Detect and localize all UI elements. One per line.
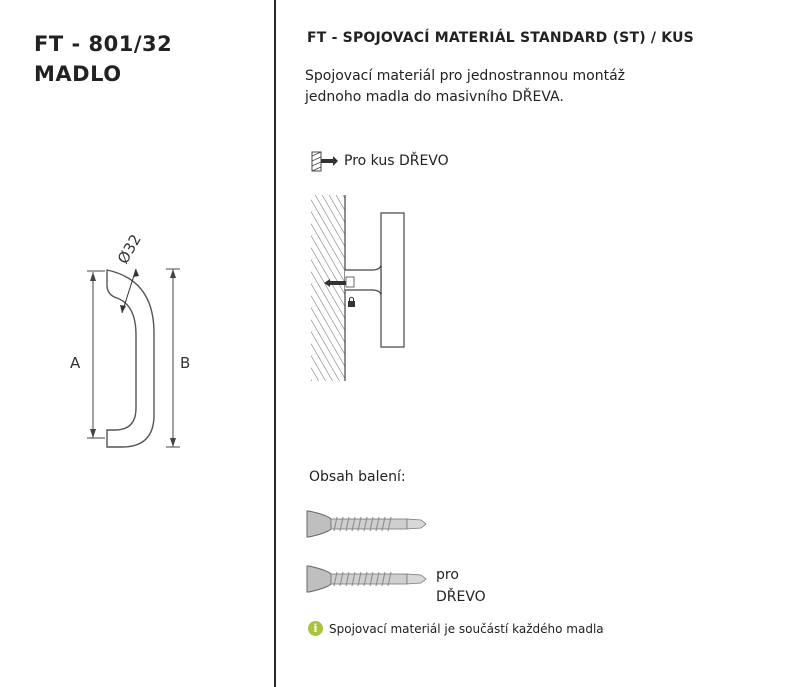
handle-outline	[107, 270, 154, 447]
description-line: Spojovací materiál pro jednostrannou montáž	[305, 68, 626, 84]
handle-drawing	[60, 225, 220, 465]
package-label: Obsah balení:	[309, 469, 406, 485]
mount-label: Pro kus DŘEVO	[344, 153, 449, 169]
column-divider	[274, 0, 276, 687]
info-note	[308, 621, 604, 636]
product-code: FT - 801/32	[34, 32, 173, 56]
wood-mount-icon	[312, 152, 340, 172]
material-description	[305, 66, 625, 108]
screw-icon	[305, 509, 430, 539]
installation-diagram	[308, 195, 408, 385]
diameter-label: Ø32	[113, 231, 145, 267]
screw-caption: DŘEVO	[436, 589, 486, 605]
description-line: jednoho madla do masivního DŘEVA.	[305, 89, 564, 105]
product-name: MADLO	[34, 62, 122, 86]
dimension-a-label: A	[70, 354, 81, 372]
screw-caption: pro	[436, 567, 459, 583]
info-icon: i	[308, 621, 323, 636]
info-note-text: Spojovací materiál je součástí každého madla	[329, 621, 604, 636]
material-heading: FT - SPOJOVACÍ MATERIÁL STANDARD (ST) / KUS	[307, 30, 694, 46]
dimension-b-label: B	[180, 354, 191, 372]
screw-icon	[305, 564, 430, 594]
